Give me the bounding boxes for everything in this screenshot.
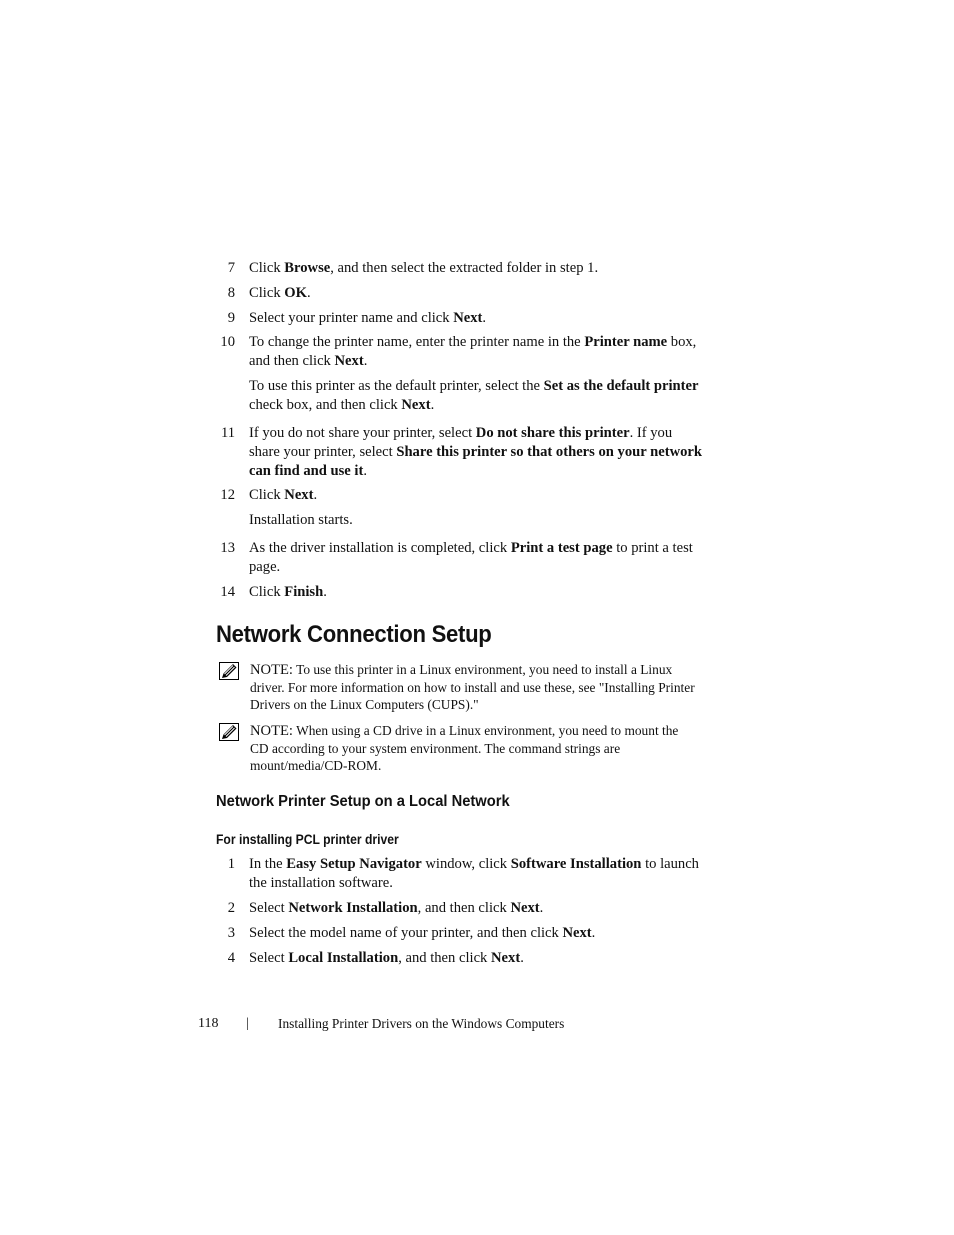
step-bold-term: Easy Setup Navigator — [286, 856, 422, 872]
page-number: 118 — [198, 1016, 219, 1031]
note-text: To use this printer in a Linux environment, you need to install a Linux — [292, 662, 673, 677]
step-text: As the driver installation is completed, click — [249, 540, 511, 556]
note-text: Drivers on the Linux Computers (CUPS)." — [250, 697, 479, 712]
step-number: 2 — [227, 900, 235, 916]
step-text: If you do not share your printer, select — [249, 425, 476, 441]
step-bold-term: Software Installation — [510, 856, 642, 872]
step-bold-term: Print a test page — [510, 540, 613, 556]
step-text: , and then click — [398, 950, 491, 966]
step-text: to print a test — [612, 540, 693, 556]
step-text: Click — [249, 584, 285, 600]
step-text: to launch — [641, 856, 699, 872]
paragraph-text: check box, and then click — [249, 397, 402, 413]
list-item — [212, 924, 717, 943]
paragraph-text: To use this printer as the default printer, select the — [249, 378, 544, 394]
paragraph-text: . — [430, 397, 435, 413]
list-item — [212, 949, 717, 968]
list-item — [212, 855, 717, 893]
step-bold-term: OK — [284, 285, 307, 301]
step-text: window, click — [421, 856, 511, 872]
step-bold-term: Next — [284, 487, 314, 503]
note-label: NOTE: — [250, 723, 293, 739]
step-text: . — [306, 285, 311, 301]
step-text: Select your printer name and click — [249, 310, 454, 326]
step-number: 10 — [220, 334, 235, 350]
step-text: . — [591, 925, 596, 941]
list-item — [212, 539, 717, 577]
section-heading: Network Connection Setup — [216, 621, 492, 648]
paragraph-default-printer — [249, 377, 717, 415]
step-text: . — [323, 584, 327, 600]
step-text: Select the model name of your printer, and then click — [249, 925, 563, 941]
note — [216, 661, 716, 713]
step-text: Select — [249, 950, 289, 966]
note-text: When using a CD drive in a Linux environment, you need to mount the — [292, 723, 679, 738]
list-item — [212, 333, 717, 371]
step-number: 13 — [220, 540, 235, 556]
step-number: 8 — [227, 285, 235, 301]
note-text: driver. For more information on how to install and use these, see "Installing Printer — [250, 680, 695, 695]
note-label: NOTE: — [250, 662, 293, 678]
step-bold-term: can find and use it — [249, 463, 364, 479]
step-text: In the — [249, 856, 287, 872]
step-text: Click — [249, 260, 285, 276]
step-text: the installation software. — [249, 875, 393, 891]
step-number: 14 — [220, 584, 235, 600]
step-text: . — [313, 487, 318, 503]
paragraph-bold-term: Next — [401, 397, 431, 413]
step-text: page. — [249, 559, 281, 575]
note — [216, 722, 716, 774]
step-bold-term: Network Installation — [288, 900, 418, 916]
step-text: Click — [249, 487, 285, 503]
step-text: , and then click — [417, 900, 511, 916]
step-text: Click — [249, 285, 285, 301]
paragraph-bold-term: Set as the default printer — [543, 378, 699, 394]
step-number: 3 — [227, 925, 235, 941]
step-text: . — [363, 463, 368, 479]
note-text: CD according to your system environment. The command strings are — [250, 741, 621, 756]
step-text: . If you — [629, 425, 673, 441]
step-bold-term: Next — [562, 925, 592, 941]
note-pencil-icon — [219, 662, 239, 680]
step-text: . — [482, 310, 487, 326]
subsubsection-heading: For installing PCL printer driver — [216, 832, 399, 847]
step-text: . — [363, 353, 368, 369]
step-text: Select — [249, 900, 289, 916]
step-bold-term: Do not share this printer — [475, 425, 630, 441]
list-item — [212, 899, 717, 918]
list-item — [212, 486, 717, 505]
step-text: and then click — [249, 353, 335, 369]
list-item — [212, 309, 717, 328]
list-item — [212, 424, 717, 481]
step-number: 7 — [227, 260, 235, 276]
step-bold-term: Browse — [284, 260, 331, 276]
list-item — [212, 284, 717, 303]
step-number: 9 — [227, 310, 235, 326]
list-item — [212, 583, 717, 602]
step-bold-term: Finish — [284, 584, 324, 600]
step-number: 12 — [220, 487, 235, 503]
step-bold-term: Next — [491, 950, 521, 966]
running-title: Installing Printer Drivers on the Windows Computers — [278, 1016, 565, 1031]
list-item — [212, 259, 717, 278]
step-bold-term: Local Installation — [288, 950, 399, 966]
subsection-heading: Network Printer Setup on a Local Network — [216, 793, 510, 810]
step-text: To change the printer name, enter the printer name in the — [249, 334, 585, 350]
step-text: box, — [667, 334, 697, 350]
step-number: 4 — [227, 950, 235, 966]
footer-separator: | — [246, 1016, 249, 1031]
step-text: share your printer, select — [249, 444, 397, 460]
step-text: , and then select the extracted folder in step 1. — [330, 260, 599, 276]
step-text: . — [539, 900, 544, 916]
note-text: mount/media/CD-ROM. — [250, 758, 382, 773]
paragraph-installation: Installation starts. — [249, 512, 353, 528]
step-number: 11 — [220, 425, 235, 441]
step-bold-term: Next — [334, 353, 364, 369]
step-text: . — [520, 950, 524, 966]
step-bold-term: Next — [453, 310, 483, 326]
note-pencil-icon — [219, 723, 239, 741]
step-bold-term: Share this printer so that others on your network — [396, 444, 702, 460]
step-bold-term: Printer name — [584, 334, 668, 350]
step-bold-term: Next — [510, 900, 540, 916]
step-number: 1 — [227, 856, 235, 872]
